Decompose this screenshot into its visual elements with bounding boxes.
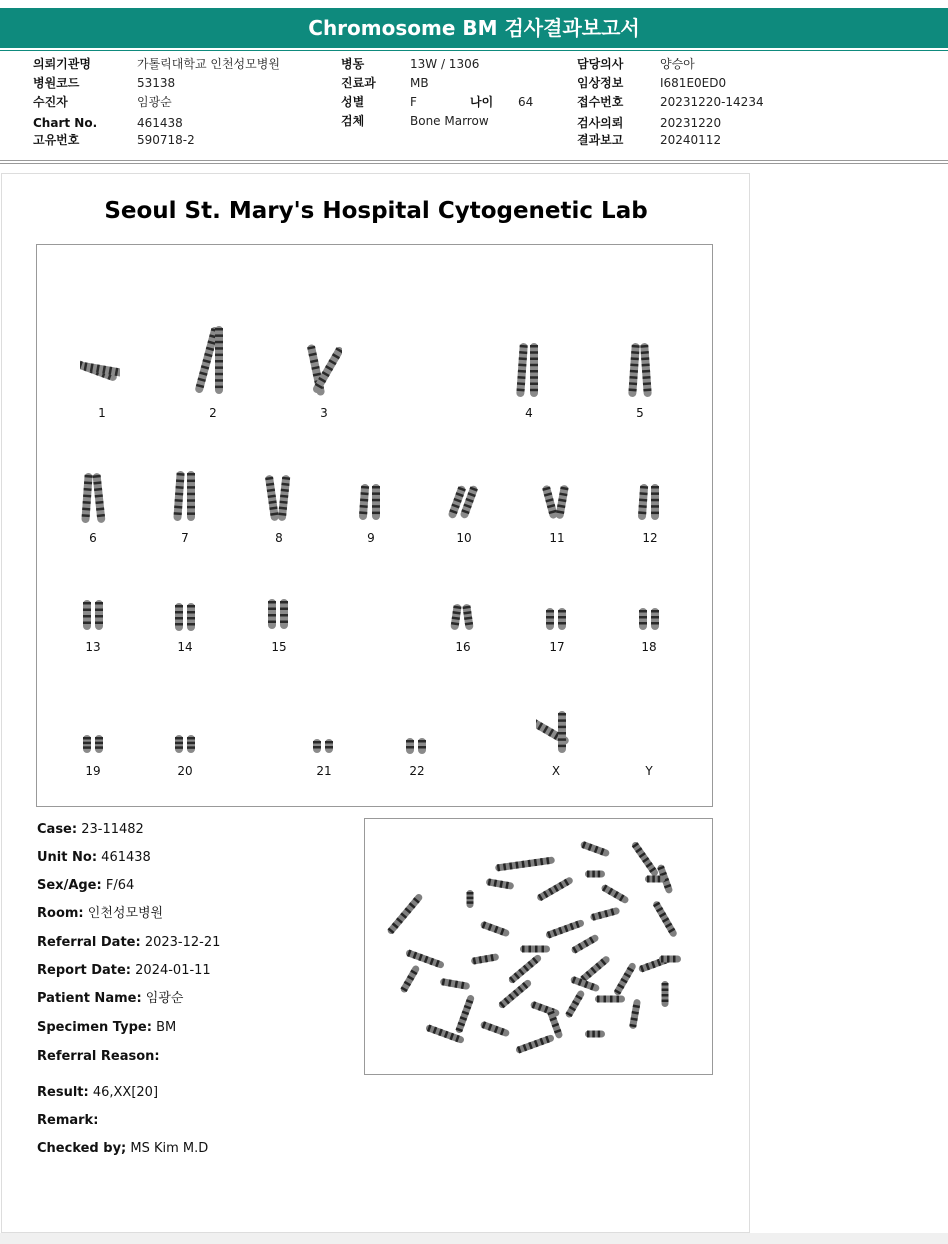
value-patient: 임광순 [137, 95, 172, 109]
chromosome-label-3: 3 [320, 406, 328, 420]
result-value: 46,XX[20] [92, 1085, 159, 1100]
value-unique-no: 590718-2 [137, 133, 195, 147]
label-physician: 담당의사 [577, 57, 624, 71]
checked-by-value: MS Kim M.D [130, 1141, 209, 1156]
metaphase-chromosome [455, 994, 475, 1034]
chromosome-label-14: 14 [177, 640, 193, 654]
chromosome-pair [73, 465, 113, 531]
metaphase-chromosome [631, 841, 660, 878]
remark-label: Remark: [37, 1113, 99, 1128]
value-accession-no: 20231220-14234 [660, 95, 764, 109]
title-divider [0, 50, 948, 51]
metaphase-chromosome [652, 900, 678, 938]
metaphase-chromosome [613, 962, 637, 997]
metaphase-chromosome [580, 841, 611, 858]
chromosome-pair [193, 318, 233, 402]
metaphase-chromosome [480, 1021, 511, 1038]
chromosome-label-4: 4 [525, 406, 533, 420]
chromosome-label-10: 10 [456, 531, 472, 545]
unit-no-row [37, 850, 151, 866]
chromosome-pair [536, 477, 576, 527]
chromosome-label-21: 21 [316, 764, 332, 778]
chromosome-pair [165, 727, 205, 761]
chromosome-label-7: 7 [181, 531, 189, 545]
metaphase-chromosome [585, 871, 605, 878]
chromosome-label-2: 2 [209, 406, 217, 420]
referral-date-row [37, 935, 220, 951]
chromosome-pair [73, 727, 113, 761]
metaphase-chromosome [570, 933, 599, 954]
metaphase-chromosome [467, 890, 474, 908]
value-age: 64 [518, 95, 534, 109]
value-sex: F [410, 95, 417, 109]
metaphase-chromosome [507, 953, 542, 984]
metaphase-chromosome [536, 876, 574, 902]
chromosome-pair [165, 595, 205, 639]
checked-by-row [37, 1141, 208, 1157]
room-value: 인천성모병원 [87, 906, 164, 921]
metaphase-chromosome [440, 978, 471, 990]
metaphase-chromosome [386, 893, 424, 936]
label-sex: 성별 [341, 95, 365, 109]
sex-age-row [37, 878, 134, 894]
chromosome-label-12: 12 [642, 531, 658, 545]
chromosome-pair [80, 338, 120, 402]
value-specimen: Bone Marrow [410, 114, 489, 128]
label-accession-no: 접수번호 [577, 95, 624, 109]
patient-name-value: 임광순 [145, 991, 184, 1006]
chromosome-label-5: 5 [636, 406, 644, 420]
patient-name-row [37, 991, 183, 1007]
specimen-type-label: Specimen Type: [37, 1020, 152, 1035]
value-report-date: 20240112 [660, 133, 722, 147]
metaphase-chromosome [405, 949, 445, 969]
label-unique-no: 고유번호 [33, 133, 80, 147]
metaphase-chromosome [480, 921, 511, 938]
bottom-scroll-area [0, 1233, 948, 1244]
header-divider [0, 160, 948, 161]
chromosome-label-13: 13 [85, 640, 101, 654]
page-margin [750, 173, 948, 1233]
specimen-type-row [37, 1020, 176, 1036]
unit-no-value: 461438 [101, 850, 151, 865]
metaphase-chromosome [564, 989, 585, 1018]
label-patient: 수진자 [33, 95, 68, 109]
chromosome-label-6: 6 [89, 531, 97, 545]
label-hospital-code: 병원코드 [33, 76, 80, 90]
chromosome-pair [396, 730, 436, 762]
label-request-date: 검사의뢰 [577, 116, 624, 130]
chromosome-label-20: 20 [177, 764, 193, 778]
metaphase-chromosome [486, 878, 515, 890]
chromosome-pair [629, 600, 669, 638]
metaphase-spread [365, 819, 714, 1076]
value-chart-no: 461438 [137, 116, 183, 130]
chromosome-pair [303, 731, 343, 761]
value-clinical-info: I681E0ED0 [660, 76, 727, 90]
label-department: 진료과 [341, 76, 376, 90]
value-institution: 가톨릭대학교 인천성모병원 [137, 57, 280, 71]
chromosome-label-1: 1 [98, 406, 106, 420]
chromosome-pair [508, 335, 548, 405]
chromosome-pair [350, 476, 390, 528]
label-age: 나이 [470, 95, 494, 109]
chromosome-pair [442, 596, 482, 638]
chromosome-pair [258, 467, 298, 529]
case-row [37, 822, 144, 838]
referral-date-value: 2023-12-21 [144, 935, 221, 950]
referral-date-label: Referral Date: [37, 935, 141, 950]
metaphase-chromosome [585, 1031, 605, 1038]
chromosome-pair [629, 476, 669, 528]
metaphase-chromosome [629, 999, 641, 1030]
value-physician: 양승아 [660, 57, 695, 71]
value-request-date: 20231220 [660, 116, 722, 130]
metaphase-chromosome [595, 996, 625, 1003]
label-institution: 의뢰기관명 [33, 57, 91, 71]
metaphase-chromosome [497, 978, 532, 1009]
chromosome-pair [443, 477, 483, 527]
chromosome-label-x: X [551, 764, 561, 778]
chromosome-pair [302, 336, 342, 404]
chromosome-pair [620, 335, 660, 405]
chromosome-label-18: 18 [641, 640, 657, 654]
chromosome-label-8: 8 [275, 531, 283, 545]
sex-age-label: Sex/Age: [37, 878, 102, 893]
chromosome-pair [536, 703, 576, 761]
header-divider-2 [0, 163, 948, 164]
report-date-value: 2024-01-11 [135, 963, 211, 978]
metaphase-chromosome [579, 955, 611, 984]
chromosome-label-9: 9 [367, 531, 375, 545]
chromosome-label-22: 22 [409, 764, 425, 778]
report-title: Chromosome BM 검사결과보고서 [0, 8, 948, 48]
case-value: 23-11482 [81, 822, 144, 837]
value-department: MB [410, 76, 429, 90]
metaphase-chromosome [600, 883, 629, 904]
metaphase-chromosome [515, 1034, 555, 1054]
metaphase-chromosome [590, 907, 621, 922]
metaphase-chromosome [662, 981, 669, 1007]
label-specimen: 검체 [341, 114, 365, 128]
unit-no-label: Unit No: [37, 850, 98, 865]
referral-reason-label: Referral Reason: [37, 1049, 160, 1064]
chromosome-label-15: 15 [271, 640, 287, 654]
value-hospital-code: 53138 [137, 76, 176, 90]
chromosome-pair [258, 591, 298, 637]
metaphase-image [364, 818, 713, 1075]
label-report-date: 결과보고 [577, 133, 624, 147]
label-clinical-info: 임상정보 [577, 76, 624, 90]
chromosome-label-16: 16 [455, 640, 471, 654]
value-ward: 13W / 1306 [410, 57, 480, 71]
chromosome-label-17: 17 [549, 640, 565, 654]
metaphase-chromosome [495, 856, 555, 871]
specimen-type-value: BM [156, 1020, 177, 1035]
patient-name-label: Patient Name: [37, 991, 142, 1006]
remark-row [37, 1113, 98, 1129]
result-label: Result: [37, 1085, 89, 1100]
chromosome-pair [536, 600, 576, 638]
metaphase-chromosome [545, 919, 585, 939]
lab-title: Seoul St. Mary's Hospital Cytogenetic Lab [104, 198, 648, 224]
room-row [37, 906, 163, 922]
checked-by-label: Checked by; [37, 1141, 127, 1156]
metaphase-chromosome [471, 953, 500, 965]
report-date-row [37, 963, 211, 979]
sex-age-value: F/64 [105, 878, 135, 893]
chromosome-pair [165, 463, 205, 529]
metaphase-chromosome [530, 1001, 561, 1018]
chromosome-pair [73, 592, 113, 638]
room-label: Room: [37, 906, 84, 921]
result-row [37, 1085, 158, 1101]
metaphase-chromosome [659, 956, 681, 963]
chromosome-label-19: 19 [85, 764, 101, 778]
metaphase-chromosome [645, 876, 665, 883]
label-ward: 병동 [341, 57, 365, 71]
chromosome-label-11: 11 [549, 531, 565, 545]
chromosome-label-y: Y [645, 764, 653, 778]
metaphase-chromosome [520, 946, 550, 953]
referral-reason-row [37, 1049, 160, 1065]
report-date-label: Report Date: [37, 963, 132, 978]
label-chart-no: Chart No. [33, 116, 98, 130]
metaphase-chromosome [399, 964, 420, 993]
case-label: Case: [37, 822, 78, 837]
